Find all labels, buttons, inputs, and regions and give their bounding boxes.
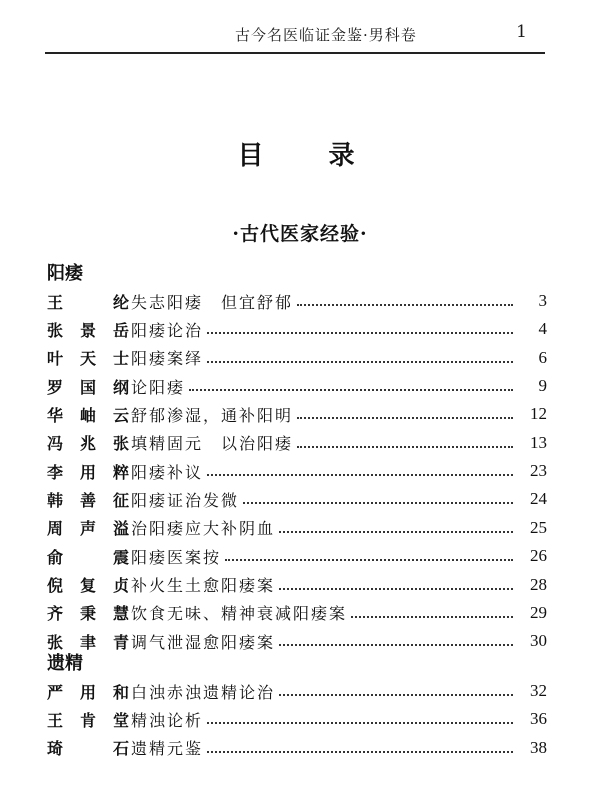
entry-page-number: 6 (538, 347, 547, 367)
entry-page-number: 23 (530, 461, 547, 481)
entry-title: 阳痿案绎 (131, 349, 204, 369)
entry-author: 华 岫 云 (47, 405, 129, 425)
entry-title: 精浊论析 (131, 710, 204, 730)
entry-author: 李 用 粹 (47, 462, 129, 482)
toc-entry[interactable] (47, 344, 547, 372)
entry-author: 罗 国 纲 (47, 377, 129, 397)
dot-leader (297, 417, 513, 419)
entry-author: 倪 复 贞 (47, 576, 129, 595)
toc-entry[interactable] (47, 514, 547, 542)
entry-page-number: 12 (530, 404, 547, 424)
entry-page-number: 29 (530, 602, 547, 622)
toc-entry[interactable] (47, 429, 547, 457)
entry-page-number: 3 (538, 291, 547, 310)
entry-title: 阳痿医案按 (131, 547, 222, 567)
dot-leader (207, 332, 513, 334)
entry-title: 失志阳痿 但宜舒郁 (131, 292, 294, 312)
toc-entry[interactable] (47, 677, 547, 705)
toc-entry[interactable] (47, 734, 547, 762)
dot-leader (207, 361, 513, 363)
entry-author: 严 用 和 (47, 682, 129, 702)
dot-leader (189, 389, 513, 391)
entry-author: 王 肯 堂 (47, 710, 129, 730)
dot-leader (279, 531, 513, 533)
dot-leader (279, 588, 513, 590)
dot-leader (279, 644, 513, 646)
running-header (45, 20, 545, 54)
entry-title: 白浊赤浊遗精论治 (131, 682, 276, 702)
toc-entry[interactable] (47, 372, 547, 400)
entry-author: 张 景 岳 (47, 320, 129, 340)
entry-title: 调气泄湿愈阳痿案 (131, 632, 276, 652)
category-heading: 阳痿 (47, 263, 83, 284)
toc-title: 目 录 (237, 141, 383, 171)
entry-author: 琦 石 (47, 739, 129, 759)
toc-entry[interactable] (47, 599, 547, 627)
entry-page-number: 38 (530, 737, 547, 757)
toc-entry[interactable] (47, 287, 547, 315)
entry-page-number: 24 (530, 489, 547, 509)
entry-title: 遗精元鉴 (131, 739, 204, 759)
entry-author: 周 声 溢 (47, 519, 129, 539)
entry-author: 王 纶 (47, 292, 129, 312)
entry-title: 饮食无味、精神衰减阳痿案 (131, 604, 348, 624)
entry-author: 冯 兆 张 (47, 434, 129, 454)
page-number: 1 (516, 22, 527, 42)
toc-entry[interactable] (47, 627, 547, 655)
dot-leader (207, 722, 513, 724)
entry-author: 齐 秉 慧 (47, 604, 129, 624)
entry-title: 填精固元 以治阳痿 (131, 434, 294, 454)
running-title: 古今名医临证金鉴·男科卷 (235, 26, 417, 44)
toc-entry[interactable] (47, 485, 547, 513)
entry-author: 叶 天 士 (47, 349, 129, 369)
entry-author: 韩 善 征 (47, 490, 129, 510)
dot-leader (207, 474, 513, 476)
entry-page-number: 26 (530, 546, 547, 566)
entry-page-number: 25 (530, 517, 547, 537)
section-heading: ·古代医家经验· (232, 223, 368, 245)
entry-title: 阳痿证治发微 (131, 490, 240, 510)
entry-page-number: 9 (538, 376, 547, 396)
entry-page-number: 28 (530, 574, 547, 594)
toc-entry[interactable] (47, 542, 547, 570)
toc-entry[interactable] (47, 400, 547, 428)
dot-leader (297, 446, 513, 448)
entry-title: 舒郁渗湿，通补阳明 (131, 405, 294, 425)
toc-entry[interactable] (47, 315, 547, 343)
entry-page-number: 36 (530, 709, 547, 729)
entry-title: 治阳痿应大补阴血 (131, 519, 276, 539)
dot-leader (297, 304, 513, 306)
entry-title: 补火生土愈阳痿案 (131, 576, 276, 595)
dot-leader (243, 502, 513, 504)
toc-entry[interactable] (47, 457, 547, 485)
entry-title: 阳痿论治 (131, 320, 204, 340)
toc-entry[interactable] (47, 571, 547, 599)
entry-title: 论阳痿 (131, 377, 186, 397)
entry-page-number: 4 (538, 319, 547, 339)
entry-author: 张 聿 青 (47, 632, 129, 652)
dot-leader (279, 694, 513, 696)
entry-title: 阳痿补议 (131, 462, 204, 482)
category-heading: 遗精 (47, 653, 83, 674)
entry-page-number: 32 (530, 681, 547, 700)
entry-page-number: 13 (530, 432, 547, 452)
toc-entry[interactable] (47, 705, 547, 733)
dot-leader (351, 616, 513, 618)
dot-leader (225, 559, 513, 561)
entry-author: 俞 震 (47, 547, 129, 567)
dot-leader (207, 751, 513, 753)
entry-page-number: 30 (530, 631, 547, 651)
